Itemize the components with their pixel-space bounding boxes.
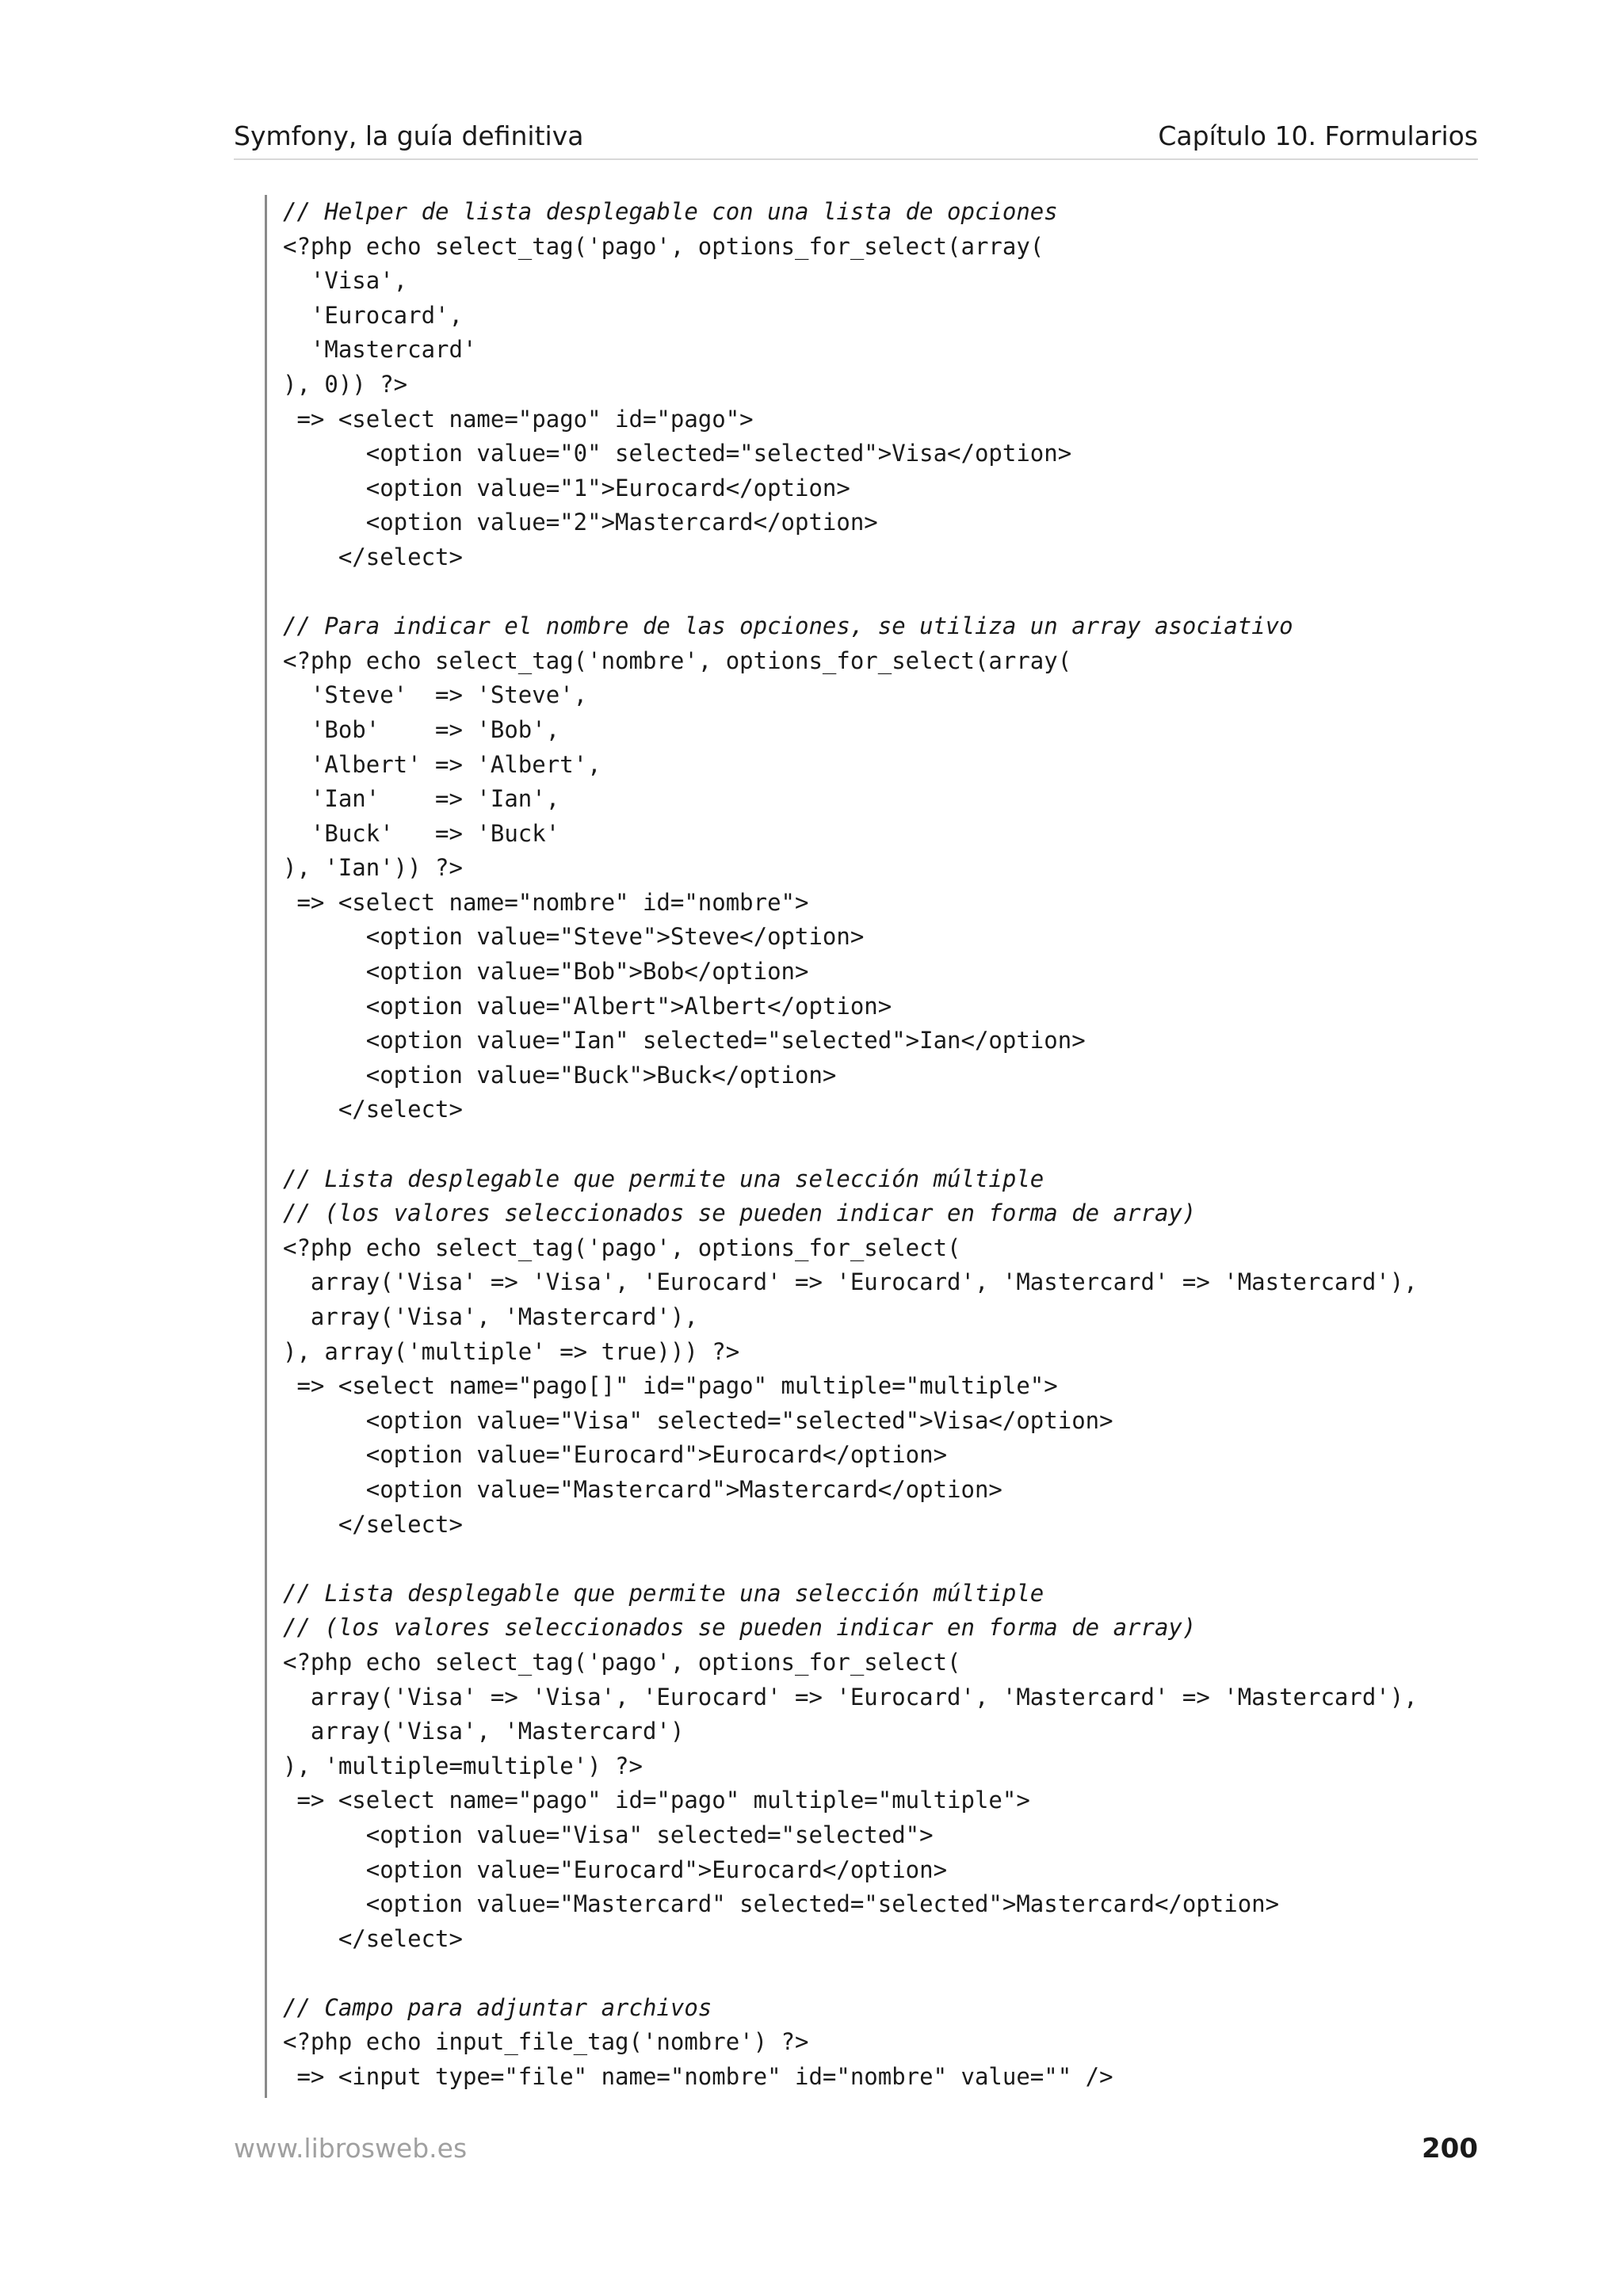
code-listing (265, 195, 1480, 2098)
code-line: </select> (283, 1924, 463, 1952)
code-line: <option value="Visa" selected="selected">Visa</option> (283, 1406, 1113, 1434)
code-line: <option value="Mastercard" selected="selected">Mastercard</option> (283, 1890, 1280, 1918)
code-line: <option value="1">Eurocard</option> (283, 474, 850, 502)
code-line: <option value="Mastercard">Mastercard</option> (283, 1475, 1002, 1503)
code-line: <?php echo select_tag('pago', options_for_select( (283, 1648, 961, 1676)
code-line: ), array('multiple' => true))) ?> (283, 1337, 740, 1365)
code-line: <option value="Eurocard">Eurocard</option> (283, 1441, 948, 1469)
code-line (283, 1127, 1418, 1162)
code-comment-line: // Lista desplegable que permite una selección múltiple (283, 1579, 1044, 1607)
code-line: </select> (283, 1096, 463, 1123)
code-line: array('Visa', 'Mastercard') (283, 1718, 685, 1745)
code-line: 'Ian' => 'Ian', (283, 785, 560, 813)
code-line: </select> (283, 1510, 463, 1538)
code-line (283, 1956, 1418, 1991)
book-title: Symfony, la guía definitiva (234, 120, 584, 151)
code-line: => <select name="pago" id="pago" multiple="multiple"> (283, 1787, 1030, 1814)
code-line: => <select name="nombre" id="nombre"> (283, 888, 809, 916)
code-line: <?php echo select_tag('nombre', options_for_select(array( (283, 646, 1072, 674)
page-number: 200 (1422, 2133, 1478, 2164)
code-line: 'Buck' => 'Buck' (283, 819, 560, 847)
code-line: 'Eurocard', (283, 301, 463, 329)
code-line: 'Mastercard' (283, 336, 477, 364)
code-line: => <select name="pago" id="pago"> (283, 405, 754, 433)
chapter-title: Capítulo 10. Formularios (1158, 120, 1478, 151)
code-line: array('Visa' => 'Visa', 'Eurocard' => 'Eurocard', 'Mastercard' => 'Mastercard'), (283, 1683, 1418, 1711)
code-comment-line: // Helper de lista desplegable con una lista de opciones (283, 198, 1058, 225)
code-line: 'Bob' => 'Bob', (283, 715, 560, 743)
code-line: <?php echo select_tag('pago', options_for_select( (283, 1234, 961, 1261)
code-comment-line: // (los valores seleccionados se pueden indicar en forma de array) (283, 1614, 1197, 1642)
code-line: </select> (283, 543, 463, 570)
code-line: => <select name="pago[]" id="pago" multiple="multiple"> (283, 1372, 1058, 1400)
code-line: ), 'multiple=multiple') ?> (283, 1752, 643, 1779)
code-line (283, 575, 1418, 610)
site-url[interactable]: www.librosweb.es (234, 2133, 468, 2164)
code-line: ), 'Ian')) ?> (283, 854, 463, 882)
code-line: ), 0)) ?> (283, 370, 408, 398)
code-line: 'Visa', (283, 267, 408, 295)
page-footer (234, 2133, 1478, 2172)
code-line: <option value="Eurocard">Eurocard</option> (283, 1855, 948, 1883)
page-header (234, 117, 1478, 160)
code-line: <?php echo select_tag('pago', options_for_select(array( (283, 232, 1044, 260)
code-comment-line: // Lista desplegable que permite una selección múltiple (283, 1165, 1044, 1192)
code-line: <?php echo input_file_tag('nombre') ?> (283, 2028, 809, 2056)
code-line: 'Steve' => 'Steve', (283, 681, 588, 709)
code-line: <option value="2">Mastercard</option> (283, 509, 878, 536)
code-line: <option value="Bob">Bob</option> (283, 958, 809, 986)
code-comment-line: // Para indicar el nombre de las opciones, se utiliza un array asociativo (283, 612, 1293, 640)
code-line: <option value="Steve">Steve</option> (283, 923, 865, 951)
code-line: => <input type="file" name="nombre" id="nombre" value="" /> (283, 2063, 1113, 2091)
code-line: <option value="Buck">Buck</option> (283, 1061, 837, 1089)
code-line: <option value="Albert">Albert</option> (283, 992, 892, 1020)
code-comment-line: // Campo para adjuntar archivos (283, 1993, 712, 2021)
code-line: <option value="Visa" selected="selected"> (283, 1821, 934, 1848)
code-line (283, 1542, 1418, 1577)
code-line: 'Albert' => 'Albert', (283, 750, 601, 778)
code-line: array('Visa' => 'Visa', 'Eurocard' => 'Eurocard', 'Mastercard' => 'Mastercard'), (283, 1268, 1418, 1296)
code-comment-line: // (los valores seleccionados se pueden indicar en forma de array) (283, 1199, 1197, 1227)
code-line: array('Visa', 'Mastercard'), (283, 1303, 698, 1330)
code-line: <option value="Ian" selected="selected">Ian</option> (283, 1027, 1086, 1055)
code-line: <option value="0" selected="selected">Visa</option> (283, 440, 1072, 467)
code-lines (283, 195, 1418, 2095)
